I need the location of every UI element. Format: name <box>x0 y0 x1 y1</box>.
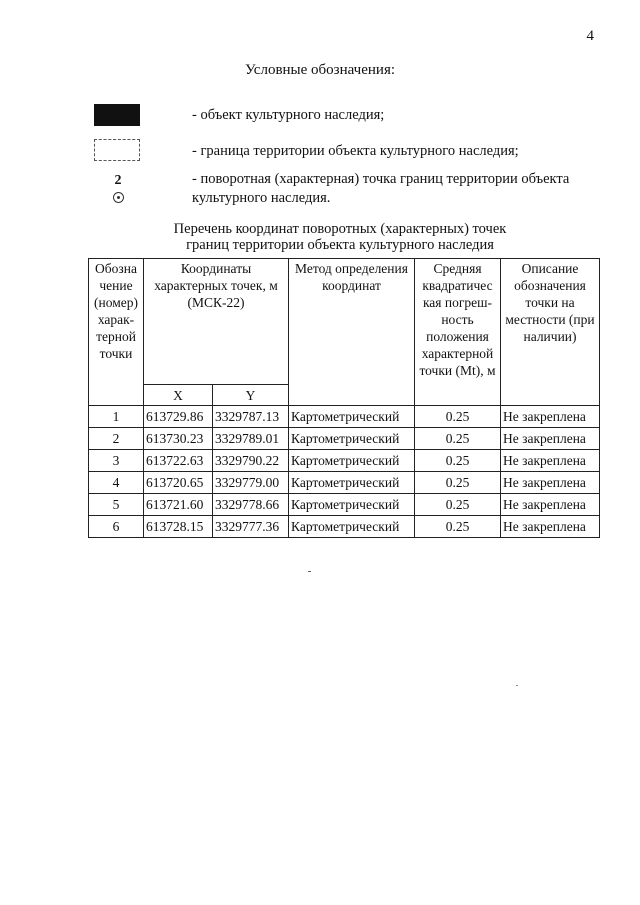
header-coordinates: Координаты характерных точек, м (МСК-22) <box>144 259 289 385</box>
scan-artifact <box>308 571 311 572</box>
cell-x: 613728.15 <box>144 516 213 538</box>
cell-y: 3329777.36 <box>213 516 289 538</box>
cell-method: Картометрический <box>289 472 415 494</box>
cell-accuracy: 0.25 <box>415 494 501 516</box>
point-marker <box>98 173 138 208</box>
legend-text <box>192 170 569 208</box>
cell-point-number: 5 <box>89 494 144 516</box>
dashed-rectangle-icon <box>94 139 140 161</box>
list-title-line1: Перечень координат поворотных (характерных) точек <box>173 221 507 237</box>
cell-accuracy: 0.25 <box>415 450 501 472</box>
cell-x: 613720.65 <box>144 472 213 494</box>
cell-point-number: 2 <box>89 428 144 450</box>
cell-accuracy: 0.25 <box>415 428 501 450</box>
table-row <box>89 450 600 472</box>
header-x: X <box>144 385 213 406</box>
cell-method: Картометрический <box>289 450 415 472</box>
legend-text-line2: культурного наследия. <box>192 190 331 206</box>
circled-dot-icon <box>113 192 124 203</box>
legend-text: - граница территории объекта культурного наследия; <box>192 143 519 159</box>
cell-y: 3329789.01 <box>213 428 289 450</box>
cell-method: Картометрический <box>289 406 415 428</box>
coordinates-table <box>88 258 600 538</box>
cell-description: Не закреплена <box>501 494 600 516</box>
cell-point-number: 4 <box>89 472 144 494</box>
list-title <box>0 221 640 253</box>
cell-description: Не закреплена <box>501 406 600 428</box>
cell-accuracy: 0.25 <box>415 406 501 428</box>
point-marker-label: 2 <box>114 173 122 188</box>
header-accuracy: Средняя квадратичес кая погреш- ность положения характерной точки (Mt), м <box>415 259 501 406</box>
cell-y: 3329790.22 <box>213 450 289 472</box>
cell-accuracy: 0.25 <box>415 516 501 538</box>
header-y: Y <box>213 385 289 406</box>
table-row <box>89 428 600 450</box>
cell-description: Не закреплена <box>501 472 600 494</box>
cell-x: 613730.23 <box>144 428 213 450</box>
scan-artifact <box>516 685 518 686</box>
cell-x: 613729.86 <box>144 406 213 428</box>
cell-method: Картометрический <box>289 516 415 538</box>
legend-text: - объект культурного наследия; <box>192 107 385 123</box>
list-title-line2: границ территории объекта культурного наследия <box>186 237 494 253</box>
cell-method: Картометрический <box>289 494 415 516</box>
legend-title: Условные обозначения: <box>244 62 396 78</box>
cell-point-number: 3 <box>89 450 144 472</box>
table-row <box>89 494 600 516</box>
table-row <box>89 516 600 538</box>
cell-y: 3329787.13 <box>213 406 289 428</box>
header-point-number: Обозна чение (номер) харак- терной точки <box>89 259 144 406</box>
page-number: 4 <box>586 28 594 44</box>
legend-text-line1: - поворотная (характерная) точка границ территории объекта <box>192 171 570 187</box>
filled-black-rectangle-icon <box>94 104 140 126</box>
cell-x: 613722.63 <box>144 450 213 472</box>
cell-accuracy: 0.25 <box>415 472 501 494</box>
cell-point-number: 1 <box>89 406 144 428</box>
header-description: Описание обозначения точки на местности (при наличии) <box>501 259 600 406</box>
cell-x: 613721.60 <box>144 494 213 516</box>
table-row <box>89 406 600 428</box>
cell-point-number: 6 <box>89 516 144 538</box>
header-method: Метод определения координат <box>289 259 415 406</box>
cell-description: Не закреплена <box>501 450 600 472</box>
cell-method: Картометрический <box>289 428 415 450</box>
cell-y: 3329779.00 <box>213 472 289 494</box>
cell-description: Не закреплена <box>501 516 600 538</box>
cell-y: 3329778.66 <box>213 494 289 516</box>
cell-description: Не закреплена <box>501 428 600 450</box>
table-row <box>89 472 600 494</box>
